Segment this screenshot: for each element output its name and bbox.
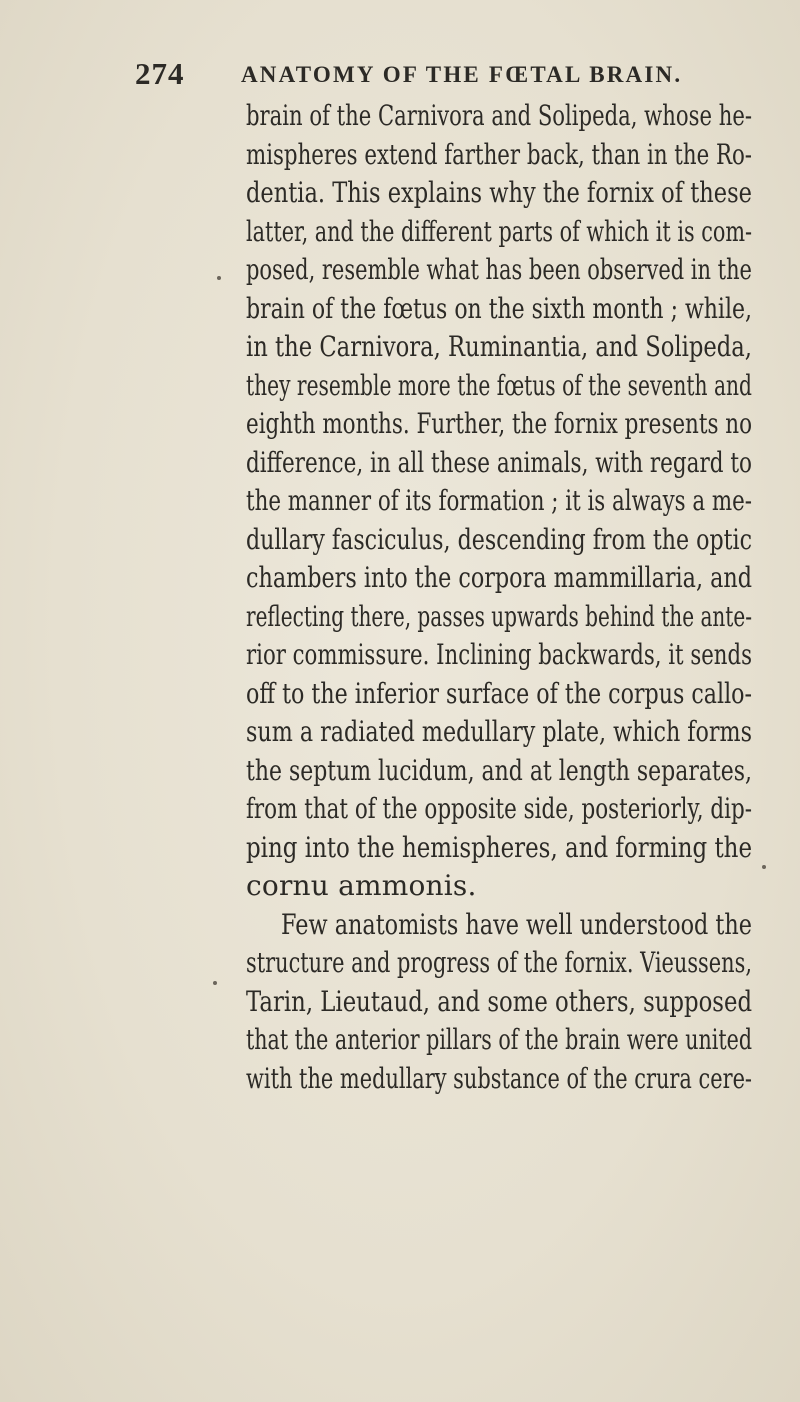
text-line: structure and progress of the fornix. Vieussens,: [246, 946, 752, 979]
text-line: the septum lucidum, and at length separates,: [246, 754, 753, 787]
margin-speck: [762, 865, 766, 869]
text-line: reflecting there, passes upwards behind the ante-: [246, 600, 752, 633]
text-line: off to the inferior surface of the corpus callo-: [246, 677, 752, 710]
text-line: they resemble more the fœtus of the seventh and: [246, 369, 752, 402]
page-header: [135, 56, 755, 96]
text-line: ping into the hemispheres, and forming the: [246, 831, 753, 864]
text-line-indented: Few anatomists have well understood the: [281, 908, 752, 941]
text-line: posed, resemble what has been observed in the: [246, 253, 752, 286]
text-line: cornu ammonis.: [246, 869, 477, 902]
text-line: rior commissure. Inclining backwards, it sends: [246, 638, 752, 671]
text-line: mispheres extend farther back, than in the Ro-: [246, 138, 753, 171]
margin-speck: [213, 981, 217, 985]
text-line: chambers into the corpora mammillaria, and: [246, 561, 753, 594]
text-line: sum a radiated medullary plate, which forms: [246, 715, 752, 748]
text-line: that the anterior pillars of the brain were united: [246, 1023, 753, 1056]
text-line: from that of the opposite side, posteriorly, dip-: [246, 792, 752, 825]
page-number: 274: [135, 56, 185, 91]
text-line: brain of the Carnivora and Solipeda, whose he-: [246, 99, 752, 132]
text-line: brain of the fœtus on the sixth month ; while,: [246, 292, 752, 325]
text-line: in the Carnivora, Ruminantia, and Solipeda,: [246, 330, 752, 363]
text-line: with the medullary substance of the crura cere-: [246, 1062, 753, 1095]
text-line: dentia. This explains why the fornix of these: [246, 176, 752, 209]
text-line: dullary fasciculus, descending from the optic: [246, 523, 753, 556]
text-line: difference, in all these animals, with regard to: [246, 446, 753, 479]
text-line: the manner of its formation ; it is always a me-: [246, 484, 753, 517]
text-line: latter, and the different parts of which it is com-: [246, 215, 753, 248]
text-line: Tarin, Lieutaud, and some others, supposed: [246, 985, 753, 1018]
running-title: ANATOMY OF THE FŒTAL BRAIN.: [241, 62, 683, 87]
margin-speck: [217, 276, 221, 280]
text-line: eighth months. Further, the fornix presents no: [246, 407, 753, 440]
